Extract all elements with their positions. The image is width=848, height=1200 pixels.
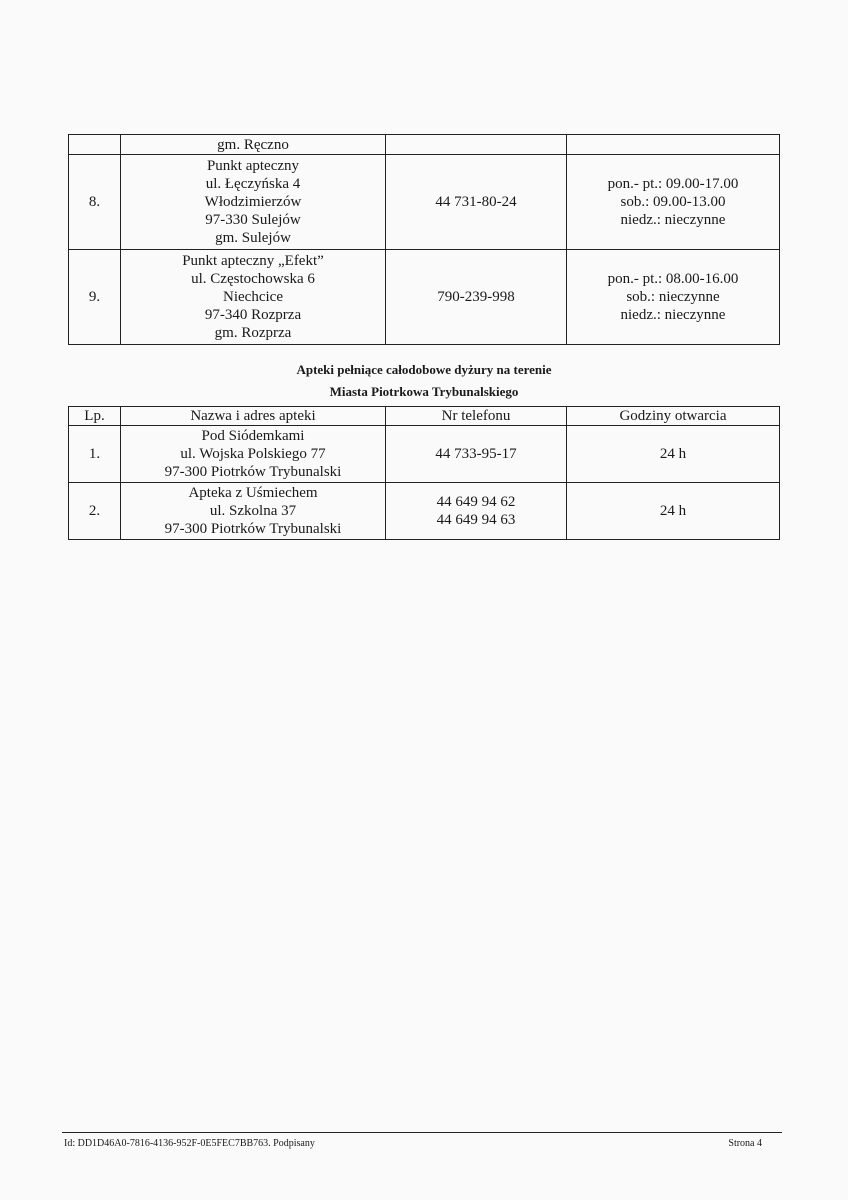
hours-cell — [567, 426, 780, 483]
address-line: gm. Rozprza — [214, 325, 292, 341]
hours-cell — [567, 483, 780, 540]
hours-cell — [567, 250, 780, 345]
name-line: gm. Ręczno — [217, 136, 289, 153]
hours-line: sob.: nieczynne — [626, 289, 720, 305]
table-row — [69, 250, 780, 345]
column-header-phone: Nr telefonu — [386, 407, 567, 426]
hours-cell — [567, 155, 780, 250]
lp-cell: 9. — [69, 250, 121, 345]
page-number: Strona 4 — [728, 1138, 762, 1149]
header-row — [69, 407, 780, 426]
name-address-cell — [121, 250, 386, 345]
lp-cell: 1. — [69, 426, 121, 483]
column-header-hours: Godziny otwarcia — [567, 407, 780, 426]
pharmacy-24h-table — [68, 406, 780, 540]
phone-line: 44 733-95-17 — [435, 446, 517, 462]
table-row — [69, 135, 780, 155]
name-line: Pod Siódemkami — [201, 428, 305, 444]
address-line: ul. Wojska Polskiego 77 — [180, 446, 326, 462]
table-row — [69, 155, 780, 250]
address-line: 97-340 Rozprza — [204, 307, 302, 323]
lp-cell: 2. — [69, 483, 121, 540]
address-line: ul. Częstochowska 6 — [191, 271, 315, 287]
name-address-cell — [121, 483, 386, 540]
table-row — [69, 483, 780, 540]
address-line: 97-300 Piotrków Trybunalski — [164, 521, 342, 537]
phone-cell — [386, 426, 567, 483]
table-row — [69, 426, 780, 483]
column-header-name-address: Nazwa i adres apteki — [121, 407, 386, 426]
address-line: ul. Szkolna 37 — [209, 503, 297, 519]
name-line: Punkt apteczny — [206, 158, 300, 174]
document-id-footer: Id: DD1D46A0-7816-4136-952F-0E5FEC7BB763. Podpisany — [64, 1138, 315, 1149]
hours-line: sob.: 09.00-13.00 — [620, 194, 726, 210]
section-heading: Apteki pełniące całodobowe dyżury na terenie — [296, 362, 552, 377]
address-line: gm. Sulejów — [215, 230, 291, 246]
hours-line: pon.- pt.: 08.00-16.00 — [607, 271, 739, 287]
phone-line: 790-239-998 — [437, 289, 515, 305]
address-line: 97-330 Sulejów — [205, 212, 301, 228]
address-line: ul. Łęczyńska 4 — [205, 176, 301, 192]
column-header-lp: Lp. — [69, 407, 121, 426]
hours-line: 24 h — [659, 446, 687, 462]
lp-cell — [69, 135, 121, 155]
hours-line: niedz.: nieczynne — [620, 307, 726, 323]
footer-divider — [62, 1132, 782, 1133]
hours-line: 24 h — [659, 503, 687, 519]
name-line: Apteka z Uśmiechem — [188, 485, 318, 501]
phone-cell — [386, 135, 567, 155]
hours-cell — [567, 135, 780, 155]
lp-cell: 8. — [69, 155, 121, 250]
pharmacy-table-continued — [68, 134, 780, 345]
address-line: Niechcice — [223, 289, 283, 305]
phone-cell — [386, 250, 567, 345]
name-address-cell — [121, 426, 386, 483]
name-address-cell — [121, 135, 386, 155]
address-line: Włodzimierzów — [204, 194, 302, 210]
name-line: Punkt apteczny „Efekt” — [182, 253, 324, 269]
name-address-cell — [121, 155, 386, 250]
phone-line: 44 649 94 63 — [436, 512, 516, 528]
hours-line: pon.- pt.: 09.00-17.00 — [607, 176, 739, 192]
phone-cell — [386, 483, 567, 540]
address-line: 97-300 Piotrków Trybunalski — [164, 464, 342, 480]
section-subheading: Miasta Piotrkowa Trybunalskiego — [329, 384, 519, 399]
phone-cell — [386, 155, 567, 250]
hours-line: niedz.: nieczynne — [620, 212, 726, 228]
phone-line: 44 649 94 62 — [436, 494, 516, 510]
phone-line: 44 731-80-24 — [435, 194, 517, 210]
